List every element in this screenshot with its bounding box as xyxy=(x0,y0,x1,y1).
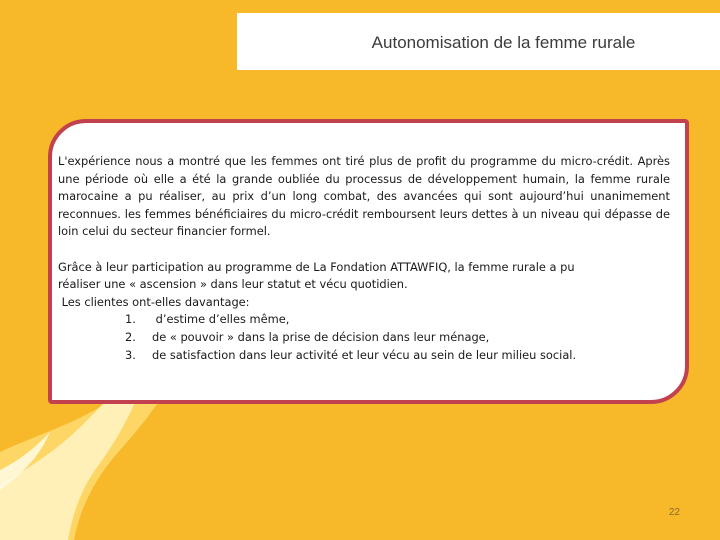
paragraph-participation xyxy=(58,259,670,365)
paragraph-experience: L'expérience nous a montré que les femmes ont tiré plus de profit du programme du micro-crédit. Après une période où elle a été la grande oubliée du processus de développement humain, la femme rurale marocaine a pu réaliser, au prix d’un long combat, des avancées qui sont aujourd’hui unanimement reconnues. les femmes bénéficiaires du micro-crédit remboursent leurs dettes à un niveau qui dépasse de loin celui du secteur financier formel. xyxy=(58,154,670,239)
title-box xyxy=(237,13,720,70)
list-number: 2. xyxy=(125,329,136,344)
paragraph2-line3: Les clientes ont-elles davantage: xyxy=(58,294,250,309)
list-text: de satisfaction dans leur activité et leur vécu au sein de leur milieu social. xyxy=(152,347,577,362)
list-item xyxy=(58,311,670,329)
page-number: 22 xyxy=(668,507,680,518)
content-box xyxy=(48,119,689,404)
content-text xyxy=(58,153,670,364)
paragraph2-line2: réaliser une « ascension » dans leur statut et vécu quotidien. xyxy=(58,277,408,292)
list-item xyxy=(58,347,670,365)
list-number: 1. xyxy=(125,312,136,327)
slide-title: Autonomisation de la femme rurale xyxy=(371,33,636,52)
list-text: d’estime d’elles même, xyxy=(152,312,290,327)
list-number: 3. xyxy=(125,347,136,362)
list-text: de « pouvoir » dans la prise de décision dans leur ménage, xyxy=(152,329,490,344)
list-item xyxy=(58,329,670,347)
paragraph2-line1: Grâce à leur participation au programme de La Fondation ATTAWFIQ, la femme rurale a pu xyxy=(58,259,575,274)
